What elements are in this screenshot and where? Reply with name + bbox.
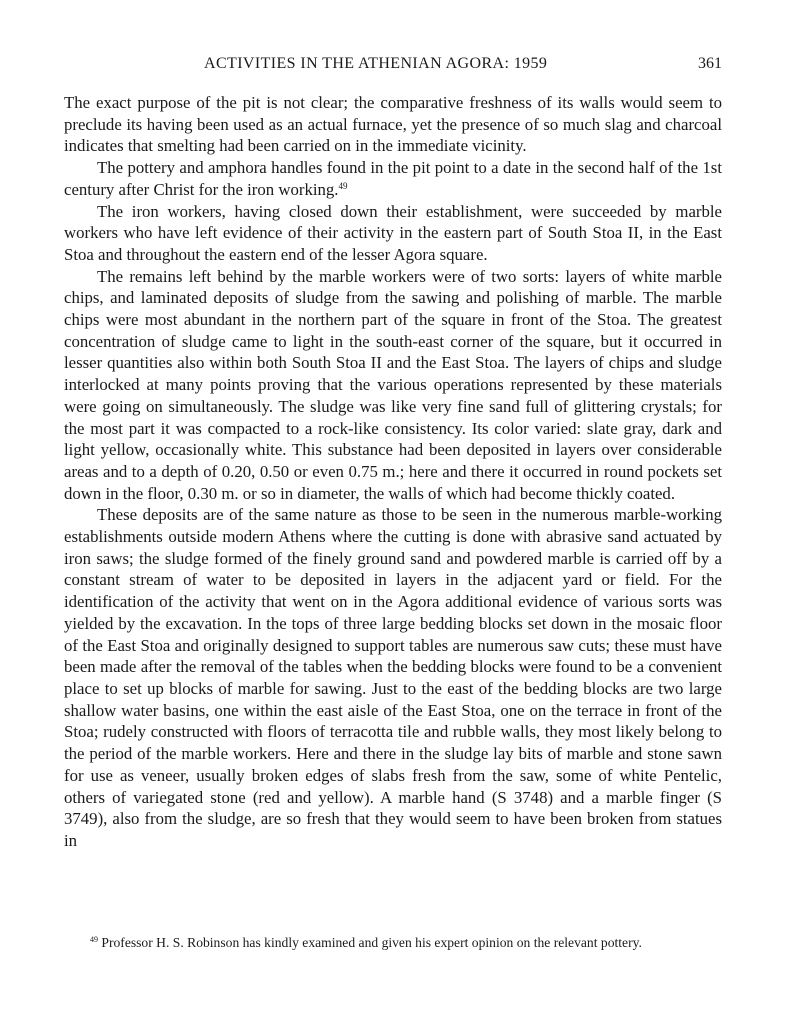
running-head (64, 55, 722, 79)
footnote-49 (64, 934, 722, 952)
body-text (64, 92, 722, 852)
paragraph-3 (64, 201, 722, 266)
paragraph-4-text: The remains left behind by the marble workers were of two sorts: layers of white marble chips, and laminated deposits of sludge from the sawing and polishing of marble. The marble chips were most abundant in the northern part of the square in front of the Stoa. The greatest concentration of sludge came to light in the south-east corner of the square, but it occurred in lesser quantities also within both South Stoa II and the East Stoa. The layers of chips and sludge interlocked at many points proving that the various operations represented by these materials were going on simultaneously. The sludge was like very fine sand full of glittering crystals; for the most part it was compacted to a rock-like consistency. Its color varied: slate gray, dark and light yellow, occasionally white. This substance had been deposited in layers over considerable areas and to a depth of 0.20, 0.50 or even 0.75 m.; here and there it occurred in round pockets set down in the floor, 0.30 m. or so in diameter, the walls of which had become thickly coated. (64, 266, 722, 503)
footnote-text: Professor H. S. Robinson has kindly examined and given his expert opinion on the relevant pottery. (101, 935, 642, 950)
running-title: ACTIVITIES IN THE ATHENIAN AGORA: 1959 (204, 55, 548, 72)
footnote-number: 49 (90, 935, 98, 944)
paragraph-3-text: The iron workers, having closed down their establishment, were succeeded by marble workers who have left evidence of their activity in the eastern part of South Stoa II, in the East Stoa and throughout the eastern end of the lesser Agora square. (64, 201, 722, 264)
paragraph-1-text: The exact purpose of the pit is not clear; the comparative freshness of its walls would seem to preclude its having been used as an actual furnace, yet the presence of so much slag and charcoal indicates that smelting had been carried on in the immediate vicinity. (64, 93, 722, 156)
paragraph-2-text: The pottery and amphora handles found in the pit point to a date in the second half of the 1st century after Christ for the iron working. (64, 158, 722, 199)
page-number: 361 (698, 55, 722, 72)
paragraph-2 (64, 157, 722, 200)
paragraph-4 (64, 266, 722, 505)
paragraph-5 (64, 504, 722, 851)
paragraph-5-text: These deposits are of the same nature as those to be seen in the numerous marble-working establishments outside modern Athens where the cutting is done with abrasive sand actuated by iron saws; the sludge formed of the finely ground sand and powdered marble is carried off by a constant stream of water to be deposited in layers in the adjacent yard or field. For the identification of the activity that went on in the Agora additional evidence of various sorts was yielded by the excavation. In the tops of three large bedding blocks set down in the mosaic floor of the East Stoa and originally designed to support tables are numerous saw cuts; these must have been made after the removal of the tables when the bedding blocks were found to be a convenient place to set up blocks of marble for sawing. Just to the east of the bedding blocks are two large shallow water basins, one within the east aisle of the East Stoa, one on the terrace in front of the Stoa; rudely constructed with floors of terracotta tile and rubble walls, they most likely belong to the period of the marble workers. Here and there in the sludge lay bits of marble and stone sawn for use as veneer, usually broken edges of slabs fresh from the saw, some of white Pentelic, others of variegated stone (red and yellow). A marble hand (S 3748) and a marble finger (S 3749), also from the sludge, are so fresh that they would seem to have been broken from statues in (64, 505, 722, 850)
paragraph-1 (64, 92, 722, 157)
footnote-ref-49[interactable]: 49 (338, 180, 348, 191)
